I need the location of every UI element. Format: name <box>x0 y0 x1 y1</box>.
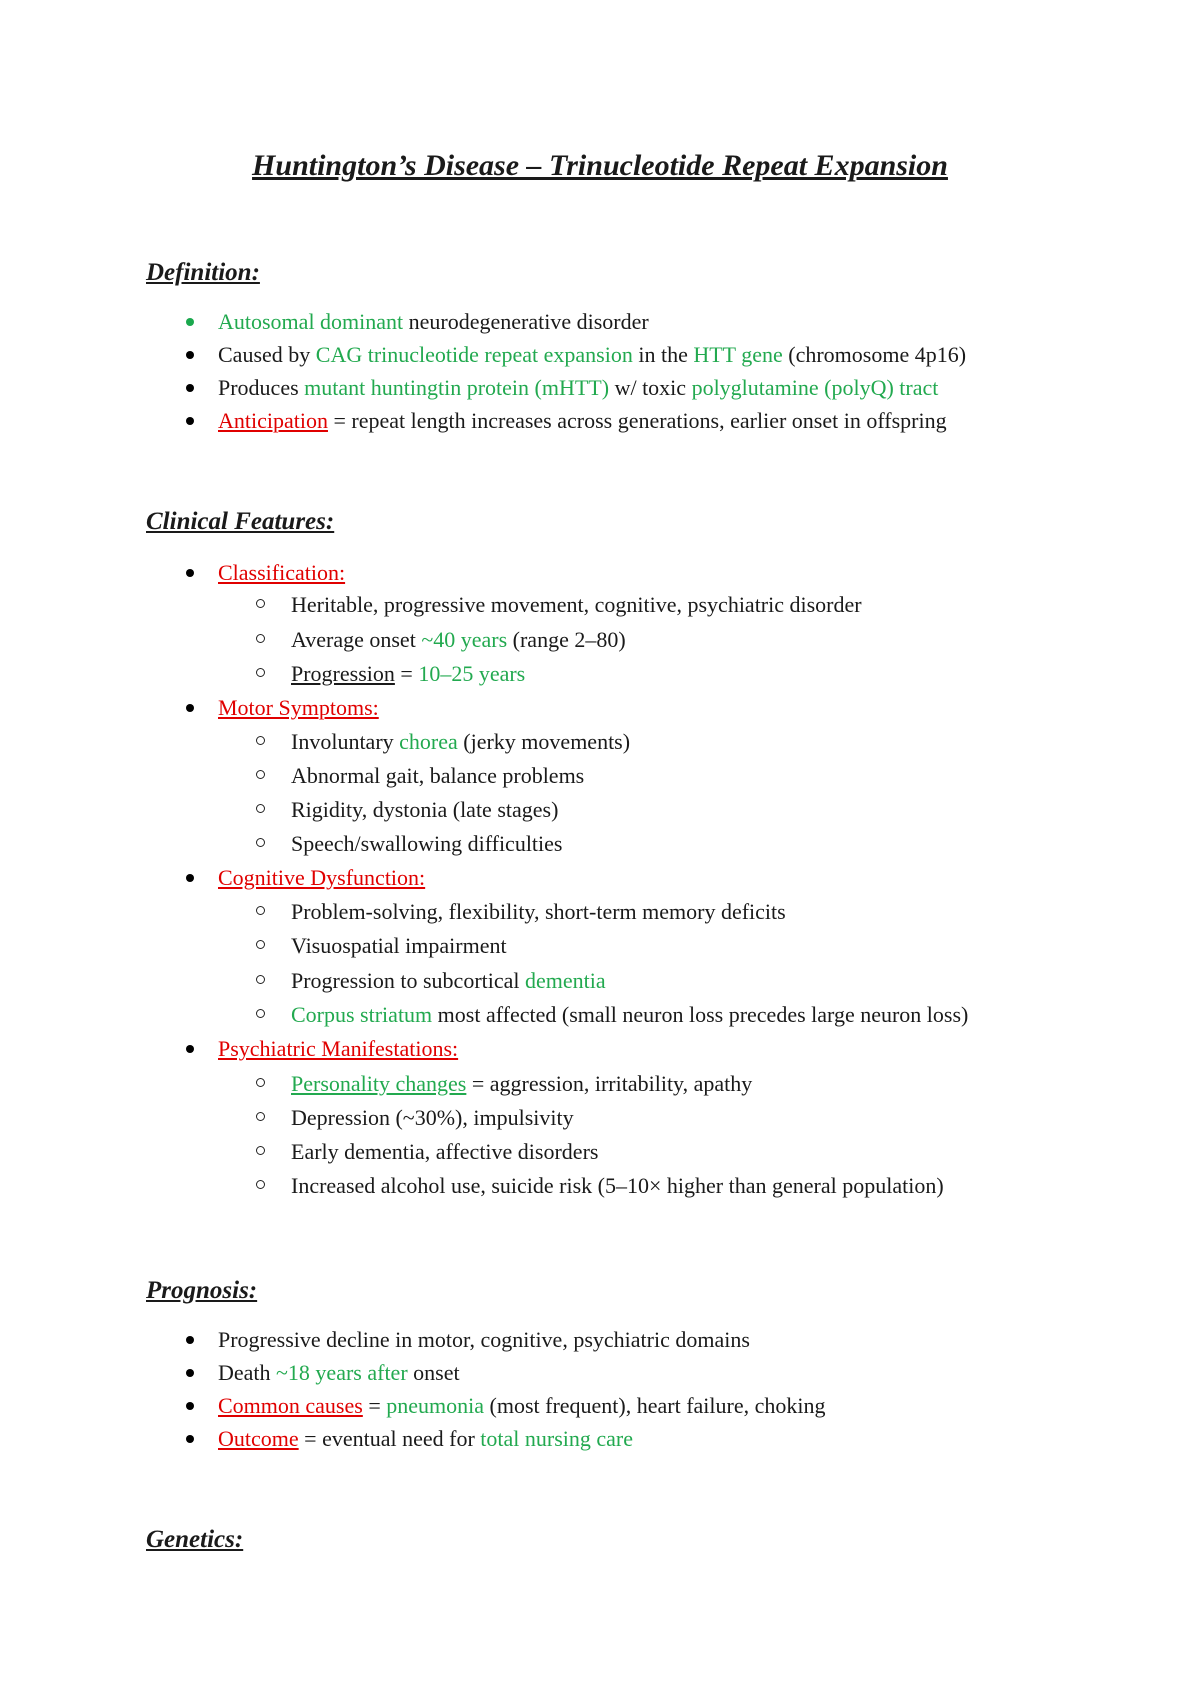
circle-bullet-icon <box>256 838 265 847</box>
circle-bullet-icon <box>256 975 265 984</box>
sub-list-item: Visuospatial impairment <box>0 930 1200 962</box>
bullet-icon <box>186 351 194 359</box>
list-item: Autosomal dominant neurodegenerative disorder <box>0 306 1200 338</box>
sub-list-item: Increased alcohol use, suicide risk (5–10× higher than general population) <box>0 1170 1200 1202</box>
circle-bullet-icon <box>256 906 265 915</box>
circle-bullet-icon <box>256 1009 265 1018</box>
circle-bullet-icon <box>256 1146 265 1155</box>
circle-bullet-icon <box>256 1078 265 1087</box>
circle-bullet-icon <box>256 599 265 608</box>
list-item: Caused by CAG trinucleotide repeat expansion in the HTT gene (chromosome 4p16) <box>0 339 1200 371</box>
sub-list-item: Problem-solving, flexibility, short-term memory deficits <box>0 896 1200 928</box>
sub-list-item: Progression = 10–25 years <box>0 658 1200 690</box>
circle-bullet-icon <box>256 940 265 949</box>
sub-list-item: Average onset ~40 years (range 2–80) <box>0 624 1200 656</box>
list-item: Progressive decline in motor, cognitive, psychiatric domains <box>0 1324 1200 1356</box>
list-item: Classification: <box>0 557 1200 589</box>
sub-list-item: Depression (~30%), impulsivity <box>0 1102 1200 1134</box>
prognosis-heading: Prognosis: <box>146 1277 258 1304</box>
circle-bullet-icon <box>256 668 265 677</box>
sub-list-item: Personality changes = aggression, irritability, apathy <box>0 1068 1200 1100</box>
bullet-icon <box>186 874 194 882</box>
sub-list-item: Speech/swallowing difficulties <box>0 828 1200 860</box>
bullet-icon <box>186 1369 194 1377</box>
circle-bullet-icon <box>256 804 265 813</box>
bullet-icon <box>186 1435 194 1443</box>
sub-list-item: Rigidity, dystonia (late stages) <box>0 794 1200 826</box>
list-item: Cognitive Dysfunction: <box>0 862 1200 894</box>
circle-bullet-icon <box>256 1112 265 1121</box>
list-item: Common causes = pneumonia (most frequent), heart failure, choking <box>0 1390 1200 1422</box>
circle-bullet-icon <box>256 634 265 643</box>
bullet-icon <box>186 417 194 425</box>
list-item: Produces mutant huntingtin protein (mHTT) w/ toxic polyglutamine (polyQ) tract <box>0 372 1200 404</box>
bullet-icon <box>186 1336 194 1344</box>
list-item: Death ~18 years after onset <box>0 1357 1200 1389</box>
sub-list-item: Progression to subcortical dementia <box>0 965 1200 997</box>
definition-heading: Definition: <box>146 259 260 286</box>
page-title: Huntington’s Disease – Trinucleotide Repeat Expansion <box>252 149 948 182</box>
bullet-icon <box>186 384 194 392</box>
list-item: Motor Symptoms: <box>0 692 1200 724</box>
sub-list-item: Abnormal gait, balance problems <box>0 760 1200 792</box>
sub-list-item: Heritable, progressive movement, cognitive, psychiatric disorder <box>0 589 1200 621</box>
circle-bullet-icon <box>256 1180 265 1189</box>
list-item: Psychiatric Manifestations: <box>0 1033 1200 1065</box>
bullet-icon <box>186 569 194 577</box>
circle-bullet-icon <box>256 736 265 745</box>
bullet-icon <box>186 1402 194 1410</box>
bullet-icon <box>186 1045 194 1053</box>
clinical-features-heading: Clinical Features: <box>146 508 335 535</box>
list-item: Outcome = eventual need for total nursing care <box>0 1423 1200 1455</box>
sub-list-item: Early dementia, affective disorders <box>0 1136 1200 1168</box>
sub-list-item: Involuntary chorea (jerky movements) <box>0 726 1200 758</box>
bullet-icon <box>186 704 194 712</box>
genetics-heading: Genetics: <box>146 1526 244 1553</box>
list-item: Anticipation = repeat length increases across generations, earlier onset in offspring <box>0 405 1200 437</box>
bullet-icon <box>186 318 194 326</box>
sub-list-item: Corpus striatum most affected (small neuron loss precedes large neuron loss) <box>0 999 1200 1031</box>
circle-bullet-icon <box>256 770 265 779</box>
